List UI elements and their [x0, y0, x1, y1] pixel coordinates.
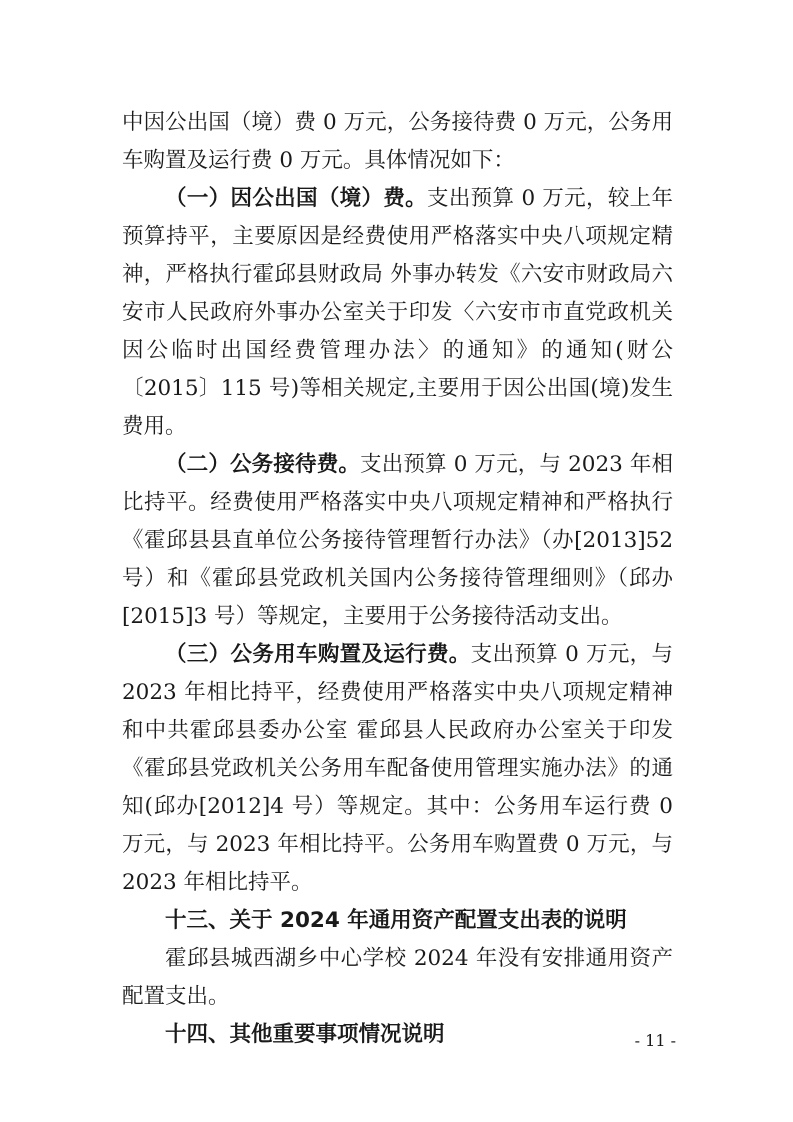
paragraph-lead-overseas-travel: （一）因公出国（境）费。	[165, 186, 427, 211]
paragraph-body-overseas-travel: 支出预算 0 万元，较上年预算持平，主要原因是经费使用严格落实中央八项规定精神，严格执行霍邱县财政局 外事办转发《六安市财政局六安市人民政府外事办公室关于印发〈六安市市直党政机关因公临时出国经费管理办法〉的通知》的通知(财公〔2015〕115 号)等相关规定,主要用于因公出国(境)发生费用。	[122, 186, 673, 439]
paragraph-three-public-expenses-summary: 中因公出国（境）费 0 万元，公务接待费 0 万元，公务用车购置及运行费 0 万元。具体情况如下：	[122, 110, 673, 173]
paragraph-general-asset-allocation: 霍邱县城西湖乡中心学校 2024 年没有安排通用资产配置支出。	[122, 946, 673, 1009]
paragraph-lead-official-reception: （二）公务接待费。	[165, 452, 361, 477]
heading-section-13-general-asset-allocation: 十三、关于 2024 年通用资产配置支出表的说明	[165, 908, 627, 933]
paragraph-body-official-reception: 支出预算 0 万元，与 2023 年相比持平。经费使用严格落实中央八项规定精神和严格执行《霍邱县县直单位公务接待管理暂行办法》（办[2013]52 号）和《霍邱县党政机关国内公务接待管理细则》（邱办[2015]3 号）等规定，主要用于公务接待活动支出。	[122, 452, 673, 629]
paragraph-official-vehicle-expense	[122, 636, 673, 902]
paragraph-official-reception-expense	[122, 446, 673, 636]
heading-section-14-other-important-matters: 十四、其他重要事项情况说明	[165, 1022, 445, 1047]
paragraph-lead-official-vehicle: （三）公务用车购置及运行费。	[165, 642, 471, 667]
page-number: - 11 -	[634, 1031, 676, 1050]
paragraph-overseas-travel-expense	[122, 180, 673, 446]
document-body	[122, 104, 673, 1054]
paragraph-body-official-vehicle: 支出预算 0 万元，与 2023 年相比持平，经费使用严格落实中央八项规定精神和中共霍邱县委办公室 霍邱县人民政府办公室关于印发《霍邱县党政机关公务用车配备使用管理实施办法》的通知(邱办[2012]4 号）等规定。其中：公务用车运行费 0 万元，与 2023 年相比持平。公务用车购置费 0 万元，与 2023 年相比持平。	[122, 642, 673, 895]
